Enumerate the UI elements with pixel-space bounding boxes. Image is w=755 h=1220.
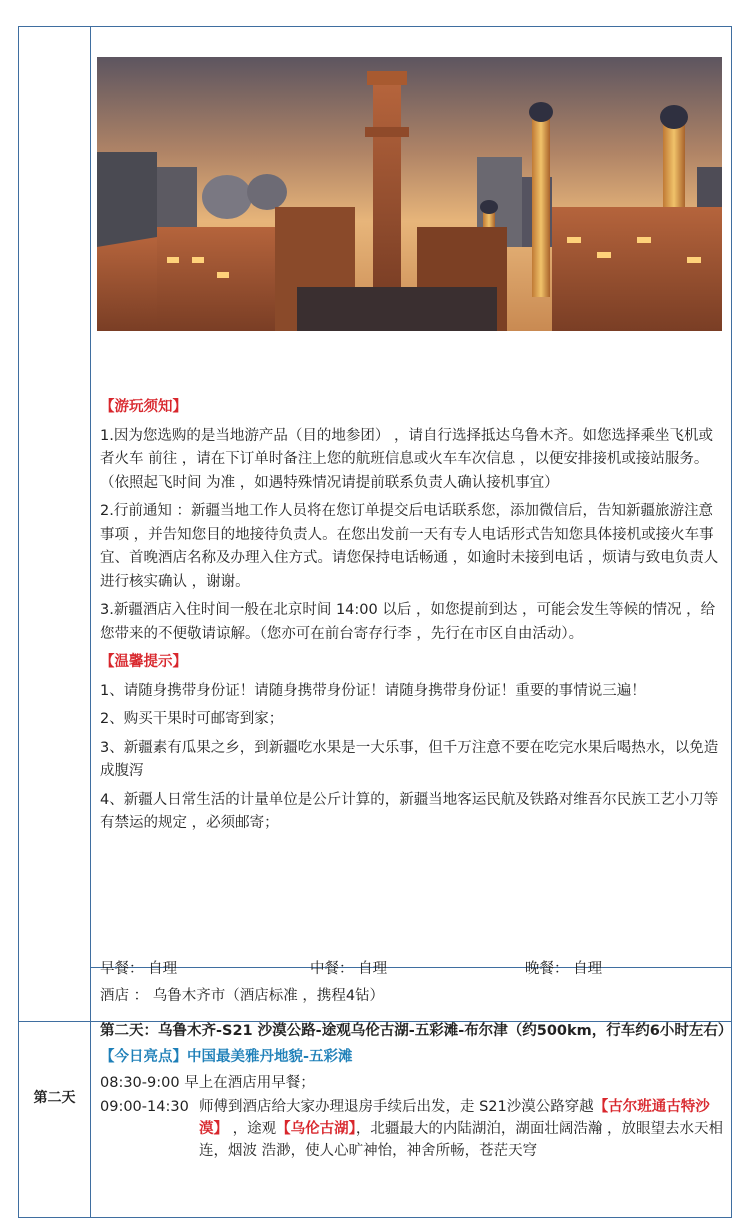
highlight-text: 中国最美雅丹地貌-五彩滩 [187, 1049, 353, 1065]
hotel-info: 酒店 ： 乌鲁木齐市（酒店标准 ，携程4钻） [100, 988, 385, 1004]
day2-highlight [100, 1046, 726, 1068]
tips-title: 【温馨提示】 [100, 654, 187, 670]
place-name: 【古尔班通古特沙漠】 [199, 1099, 710, 1137]
day2-section [100, 1020, 733, 1162]
tips-item: 3、新疆素有瓜果之乡，到新疆吃水果是一大乐事，但千万注意不要在吃完水果后喝热水，以免造成腹泻 [100, 739, 719, 779]
tips-item: 2、购买干果时可邮寄到家； [100, 711, 284, 727]
schedule-time: 08:30-9:00 [100, 1075, 180, 1091]
schedule-text [100, 1096, 726, 1162]
day-label: 第二天 [33, 1090, 76, 1106]
notice-section [100, 396, 726, 836]
place-name: 【乌伦古湖】 [276, 1121, 356, 1137]
breakfast-info: 早餐： 自理 [100, 961, 178, 977]
notice-item: 2.行前通知 ：新疆当地工作人员将在您订单提交后电话联系您，添加微信后，告知新疆旅游注意事项 ，并告知您目的地接待负责人。在您出发前一天有专人电话形式告知您具体接机或接火车事宜、首晚酒店名称及办理入住方式。请您保持电话畅通 ，如逾时未接到电话 ，烦请与致电负责人进行核实确认 ，谢谢。 [100, 503, 719, 590]
city-photo [97, 57, 722, 331]
column-divider [90, 27, 91, 1217]
day2-title: 第二天：乌鲁木齐-S21 沙漠公路-途观乌伦古湖-五彩滩-布尔津（约500km，行车约6小时左右） [100, 1023, 733, 1039]
schedule-item [100, 1096, 726, 1162]
tips-item: 1、请随身携带身份证！请随身携带身份证！请随身携带身份证！重要的事情说三遍！ [100, 682, 646, 699]
schedule-text-c: ，北疆最大的内陆湖泊，湖面壮阔浩瀚 ，放眼望去水天相连，烟波 浩渺，使人心旷神怡，神舍所畅，苍茫天穹 [199, 1121, 723, 1159]
highlight-label: 【今日亮点】 [100, 1049, 187, 1065]
schedule-text-a: 师傅到酒店给大家办理退房手续后出发，走 S21沙漠公路穿越 [199, 1099, 594, 1115]
notice-item: 1.因为您选购的是当地游产品（目的地参团） ，请自行选择抵达乌鲁木齐。如您选择乘坐飞机或者火车 前往 ，请在下订单时备注上您的航班信息或火车车次信息 ，以便安排接机或接站服务。（依照起飞时间 为准 ，如遇特殊情况请提前联系负责人确认接机事宜） [100, 427, 713, 491]
schedule-time: 09:00-14:30 [100, 1099, 189, 1115]
lunch-info: 中餐： 自理 [310, 961, 388, 977]
notice-title: 【游玩须知】 [100, 399, 187, 415]
schedule-text-b: ，途观 [228, 1121, 277, 1137]
dinner-info: 晚餐： 自理 [525, 961, 603, 977]
schedule-item [100, 1072, 726, 1094]
meals-divider [91, 967, 731, 968]
tips-item: 4、新疆人日常生活的计量单位是公斤计算的，新疆当地客运民航及铁路对维吾尔民族工艺小刀等有禁运的规定 ，必须邮寄； [100, 791, 719, 831]
schedule-text: 早上在酒店用早餐； [184, 1075, 315, 1091]
notice-item: 3.新疆酒店入住时间一般在北京时间 14:00 以后 ，如您提前到达 ，可能会发生等候的情况 ，给您带来的不便敬请谅解。（您亦可在前台寄存行李 ，先行在市区自由活动）。 [100, 602, 716, 642]
